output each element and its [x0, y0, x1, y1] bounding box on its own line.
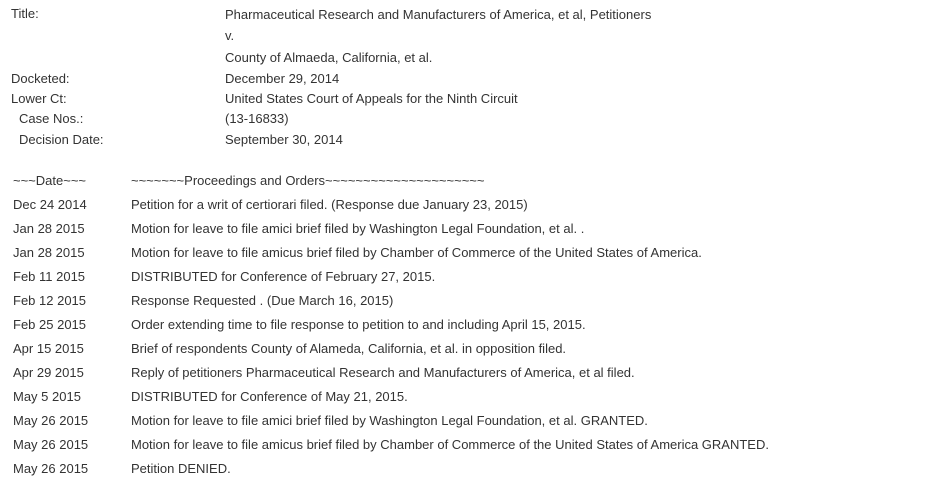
- docketed-value: December 29, 2014: [225, 71, 340, 86]
- entry-date: Jan 28 2015: [13, 245, 85, 260]
- lower-court-label: Lower Ct:: [11, 91, 67, 106]
- entry-text: Motion for leave to file amicus brief filed by Chamber of Commerce of the United States of America.: [131, 245, 702, 260]
- entry-text: Petition DENIED.: [131, 461, 231, 476]
- docketed-label: Docketed:: [11, 71, 70, 86]
- entry-date: Dec 24 2014: [13, 197, 87, 212]
- case-nos-value: (13-16833): [225, 111, 289, 126]
- lower-court-value: United States Court of Appeals for the Ninth Circuit: [225, 91, 518, 106]
- decision-date-value: September 30, 2014: [225, 132, 343, 147]
- entry-date: Feb 25 2015: [13, 317, 87, 332]
- entry-date: May 5 2015: [13, 389, 81, 404]
- entry-date: Apr 15 2015: [13, 341, 84, 356]
- entry-date: Jan 28 2015: [13, 221, 85, 236]
- entry-date: May 26 2015: [13, 413, 89, 428]
- entry-date: Feb 11 2015: [13, 269, 86, 284]
- entry-text: Brief of respondents County of Alameda, California, et al. in opposition filed.: [131, 341, 567, 356]
- proceedings-column-header: ~~~~~~~Proceedings and Orders~~~~~~~~~~~~~~~~~~~~~: [131, 173, 485, 188]
- entry-date: May 26 2015: [13, 437, 89, 452]
- entry-text: Motion for leave to file amici brief filed by Washington Legal Foundation, et al. GRANTED.: [131, 413, 648, 428]
- decision-date-label: Decision Date:: [19, 132, 104, 147]
- title-line-petitioner: Pharmaceutical Research and Manufacturers of America, et al, Petitioners: [225, 7, 652, 22]
- entry-text: Order extending time to file response to petition to and including April 15, 2015.: [131, 317, 586, 332]
- title-line-respondent: County of Almaeda, California, et al.: [225, 50, 433, 65]
- entry-date: Apr 29 2015: [13, 365, 84, 380]
- entry-text: Motion for leave to file amici brief filed by Washington Legal Foundation, et al. .: [131, 221, 585, 236]
- title-line-versus: v.: [225, 28, 235, 43]
- entry-text: Response Requested . (Due March 16, 2015): [131, 293, 394, 308]
- entry-text: Reply of petitioners Pharmaceutical Research and Manufacturers of America, et al filed.: [131, 365, 635, 380]
- date-column-header: ~~~Date~~~: [13, 173, 87, 188]
- entry-text: DISTRIBUTED for Conference of May 21, 2015.: [131, 389, 408, 404]
- entry-text: DISTRIBUTED for Conference of February 27, 2015.: [131, 269, 436, 284]
- entry-date: May 26 2015: [13, 461, 89, 476]
- title-label: Title:: [11, 6, 39, 21]
- entry-date: Feb 12 2015: [13, 293, 87, 308]
- entry-text: Petition for a writ of certiorari filed. (Response due January 23, 2015): [131, 197, 528, 212]
- entry-text: Motion for leave to file amicus brief filed by Chamber of Commerce of the United States of America GRANTED.: [131, 437, 769, 452]
- case-nos-label: Case Nos.:: [19, 111, 84, 126]
